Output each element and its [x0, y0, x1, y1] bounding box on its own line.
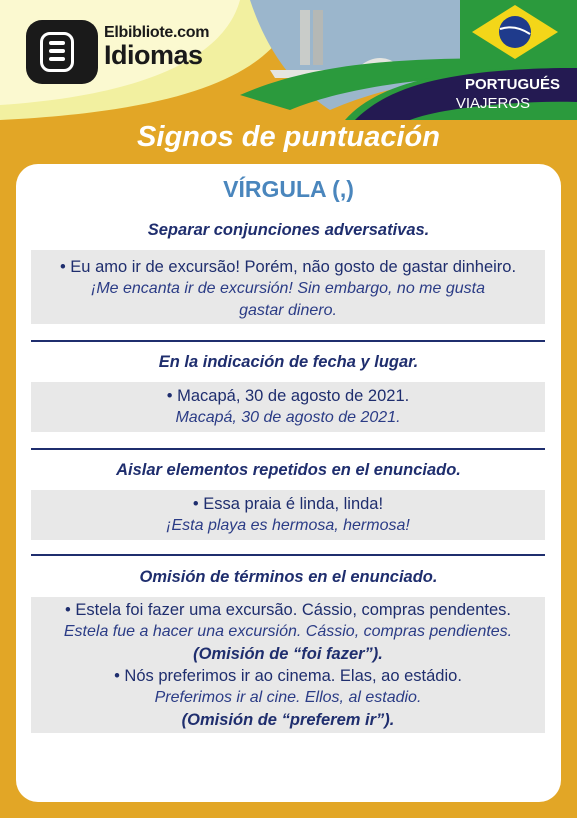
example-spanish: ¡Me encanta ir de excursión! Sin embargo, no me gusta — [91, 280, 485, 297]
divider — [31, 448, 545, 450]
brazil-flag-icon — [460, 0, 577, 62]
example-spanish: Preferimos ir al cine. Ellos, al estadio. — [154, 689, 422, 706]
logo-icon — [26, 20, 98, 84]
example-portuguese: • Nós preferimos ir ao cinema. Elas, ao estádio. — [114, 667, 462, 685]
logo-site-name: Elbibliote.com — [104, 24, 210, 41]
logo-brand-name: Idiomas — [104, 40, 203, 70]
omission-note: (Omisión de “foi fazer”). — [193, 645, 383, 663]
example-box — [31, 597, 545, 733]
example-portuguese: • Essa praia é linda, linda! — [192, 495, 384, 513]
rule-heading: Aislar elementos repetidos en el enunciado. — [116, 461, 461, 479]
rule-heading: Separar conjunciones adversativas. — [147, 221, 430, 239]
tower-icon — [300, 10, 310, 65]
example-box — [31, 382, 545, 432]
page-title: Signos de puntuación — [137, 121, 440, 153]
rule-heading: En la indicación de fecha y lugar. — [158, 353, 419, 371]
example-spanish: gastar dinero. — [239, 302, 337, 319]
rule-heading: Omisión de términos en el enunciado. — [139, 568, 438, 586]
divider — [31, 554, 545, 556]
language-tag: PORTUGUÉS — [464, 76, 560, 93]
example-portuguese: • Estela foi fazer uma excursão. Cássio, compras pendentes. — [65, 601, 511, 619]
section-title: VÍRGULA (,) — [223, 176, 354, 202]
example-portuguese: • Macapá, 30 de agosto de 2021. — [166, 387, 410, 405]
header-banner — [0, 0, 577, 120]
divider — [31, 340, 545, 342]
example-portuguese: • Eu amo ir de excursão! Porém, não gosto de gastar dinheiro. — [59, 258, 517, 276]
example-spanish: Macapá, 30 de agosto de 2021. — [175, 409, 401, 426]
omission-note: (Omisión de “preferem ir”). — [181, 711, 395, 729]
audience-tag: VIAJEROS — [455, 95, 530, 112]
example-box — [31, 490, 545, 540]
example-box — [31, 250, 545, 324]
example-spanish: Estela fue a hacer una excursión. Cássio, compras pendientes. — [63, 623, 513, 640]
example-spanish: ¡Esta playa es hermosa, hermosa! — [166, 517, 410, 534]
